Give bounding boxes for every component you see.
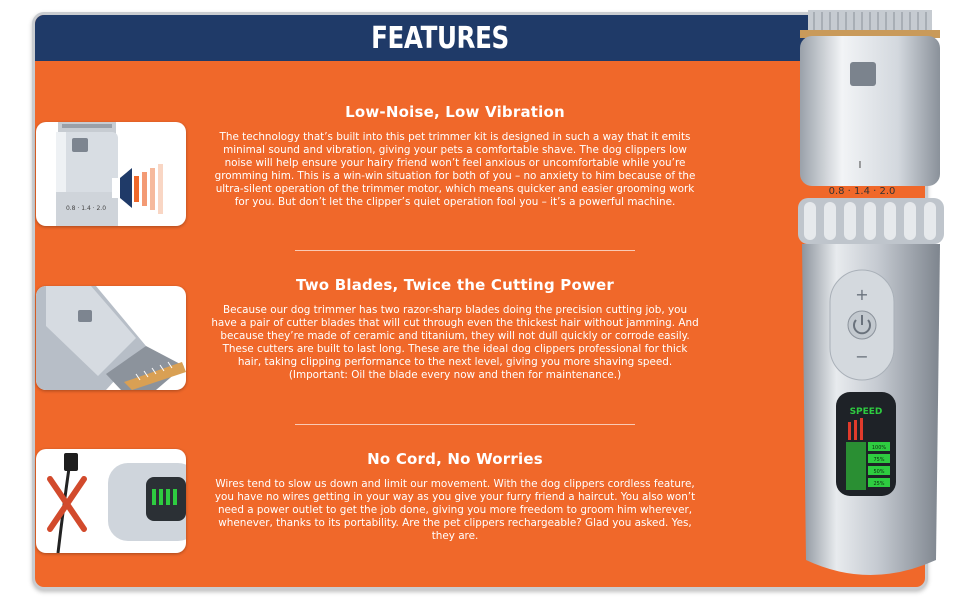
section-divider (295, 250, 635, 251)
page-title: FEATURES (371, 20, 509, 56)
feature-section-low-noise (210, 103, 700, 209)
dial-mark: I (858, 160, 862, 171)
speed-level: 75% (873, 457, 885, 463)
speed-label: SPEED (849, 407, 883, 417)
feature-body: Wires tend to slow us down and limit our movement. With the dog clippers cordless feature, you have no wires getting in your way as you give your furry friend a haircut. You also won’t need a power outlet to get the job done, giving you more freedom to groom him wherever, whenever, thanks to its portability. Are the pet clippers rechargeable? Glad you asked. Yes, they are. (214, 478, 696, 542)
feature-body: Because our dog trimmer has two razor-sharp blades doing the precision cutting job, you have a pair of cutter blades that will cut through even the thickest hair without jamming. And because they’re made of ceramic and titanium, they will not dull quickly or corrode easily. These cutters are built to last long. These are the ideal dog clippers professional for thick hair, taking clipping performance to the next level, giving you more shaving speed. (Important: Oil the blade every now and then for maintenance.) (211, 304, 699, 381)
speed-level: 100% (871, 445, 887, 451)
plug-icon (64, 453, 78, 471)
minus-label: − (855, 347, 869, 366)
speed-level: 50% (873, 469, 885, 475)
speed-level: 25% (873, 481, 885, 487)
logo-icon (850, 62, 876, 86)
dial-scale-text: 0.8 · 1.4 · 2.0 (828, 186, 896, 197)
feature-body: The technology that’s built into this pet trimmer kit is designed in such a way that it emits minimal sound and vibration, giving your pets a comfortable shave. The dog clippers low noise will help ensure your hairy friend won’t feel anxious or uncomfortable while you’re gromming him. This is a win-win situation for both of you – no anxiety to him because of the ultra-silent operation of the trimmer motor, which means quicker and easier grooming work for you. But don’t let the clipper’s quiet operation fool you – it’s a powerful machine. (214, 131, 696, 208)
speaker-icon (112, 164, 163, 214)
feature-title: No Cord, No Worries (367, 450, 543, 468)
logo-icon (78, 310, 92, 322)
plus-label: + (855, 285, 869, 304)
feature-title: Two Blades, Twice the Cutting Power (295, 276, 615, 294)
thumb-two-blades (36, 286, 186, 390)
thumb-no-cord (36, 449, 186, 553)
feature-section-no-cord (210, 450, 700, 543)
thumb-scale-text: 0.8 · 1.4 · 2.0 (65, 205, 107, 212)
logo-icon (72, 138, 88, 152)
thumb-low-noise (36, 122, 186, 226)
feature-title: Low-Noise, Low Vibration (345, 103, 565, 121)
feature-section-two-blades (210, 276, 700, 382)
section-divider (295, 424, 635, 425)
clipper-product-image (780, 0, 970, 600)
